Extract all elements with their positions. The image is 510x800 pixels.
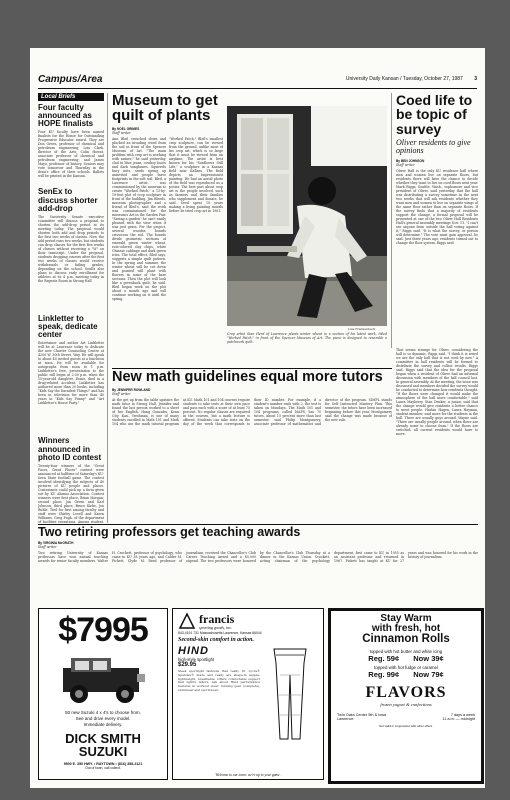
brief-body: Twenty-four winners of the "Great Faces, Great Places" contest were announced at halftime of Saturday's KU-Iowa State football game. The contest involved identifying the subjects of 40 pictures of KU people and places. Contestants could pick up a form given out by KU Alumni Association. Contest winners were first place, Brian Morgan; second place, Jan Green and Karl Johnson; third place, Bruce Kirke, Jon Ruhle. Tied for first among faculty and staff were Shirley Lovell and Karen Williams. Greg Pugh, of the department of facilities operations, Among student, [38,463,104,523]
briefs-kicker: Local Briefs [38,93,104,101]
brief-headline: SenEx to discuss shorter add-drop [38,187,98,213]
flavors-price-row1 [331,654,481,663]
coed-deck: Oliver residents to give opinions [396,137,471,156]
francis-sub: sporting goods, inc. [199,624,233,630]
flavors-footer [337,713,475,721]
math-byline: By JENNIFER ROWLAND [112,387,151,392]
teaching-staff: Staff writer [38,544,57,549]
suzuki-price: $7995 [58,611,148,649]
flavors-hours1: 7 days a week [450,713,475,718]
flavors-brand: FLAVORS [365,684,447,702]
suzuki-brand: SUZUKI [78,743,128,759]
brief-item [38,315,104,433]
newspaper-page [30,48,485,788]
folio-line [346,76,477,82]
museum-body-continued: "Worked Patch," Bleil's smallest crop sculpture, can be viewed from the ground, unlike most of his crop art, which is so large that it must be viewed from an airplane. The artist is best known for his "Sunflower Still Life," a sculpture in a Kansas field near Kallans. The field depicts an Impressionist painting. He had an aerial photo of the field was reproduced as a poster. The best part about crop art is the people involved, such as farmers and their families who supplement and donate, he said. Seed spent 10 years making a living painting murals before he tried crop art in 1981. [169,136,223,213]
teaching-headline: Two retiring professors get teaching awards [38,526,301,539]
flavors-headline2: with fresh, hot [371,623,441,635]
local-briefs-column [38,93,104,523]
hind-price: $29.95 [178,662,197,668]
math-body: At the get up from the table upstairs the math tutor in Strong Hall, Jennifer and found the last person worked to a sheet of her English. Hang Gonzales, Kenn City, Kan., freshman, is one of many students enrolled in Math 101 and Math 104 who use the math tutorial program at KU. Math 101 and 104 courses require students to take tests at their own pace and pass each with a score of at least 75 percent. No regular classes are required in the courses, but a math lecture is offered. Students can take tests on the day of the week that corresponds to their ID number. For example, if a student's number ends with 2, the test is taken on Mondays. The Math 101 and 104 programs, called MAPS, has 70 tutors, about 15 percent more than last semester, said Philip Montgomery, associate professor of mathematics and director of the program. SIMPL stands for Self Instructed Mastery Plan. This semester, the tutors have been increased beginning before this year. Montgomery said the change was made because of the new rule. [112,397,392,426]
flavors-exp: Not valid in conjunction with other offers. [379,724,433,729]
photo-credit: Lisa Frankenbach [348,327,376,331]
now-label: Now [413,654,430,664]
flavors-brand-sub: frozen yogurt & confections [380,702,432,708]
museum-body: Ann Bleil crouched down and plucked an invading weed from the soil in front of the Spencer Museum of Art. "The main problem with crop art is working with nature," he said yesterday, clad in blue jeans, cowboy boots and dark sunglasses. Squirrels bury nuts, seeds spring up uninvited and people leave footprints in the soft soil. Bleil, a Lawrence artist, was commissioned by the museum to create "Worked Patch," a 13-by-19-foot plot of crop sculpture in front of the building. Jim Bleeds, museum photographer and a friend of Bleil's, said the work was commissioned for the museum's Art in the Garden Fair. "Seeing a garden" he can't easily pleased with the view when it was just grass. For the project, several wooden boards crisscross the soil. The boards divide geometric sections of emerald green winter wheat, ruts-colored clay chips, white Chinese cabbage and dark green ivies. The total effect, Bleil says, suggests a simple quilt pattern. In the spring and summer, the winter wheat will be cut down and pointed will plant with flowers in some of the bare sections. Then the plot will look like a greenback quilt, he said. Bleil began work on the plot about a month ago and will continue working on it until the spring. [112,136,166,301]
photo-illustration [227,106,387,326]
teaching-story [38,526,478,606]
suzuki-address: 9500 E. 350 HWY. • RAYTOWN • (816) 358-2121 [63,762,143,767]
photo-caption: Crop artist Stan Herd of Lawrence plants winter wheat in a section of his latest work, titled "Worked Patch," in front of the Spencer Museum of Art. The piece is designed to resemble a patchwork quilt. [227,332,387,344]
divider [112,368,392,369]
reg-label: Reg. [368,670,385,680]
math-staff: Staff writer [112,391,131,396]
suzuki-line3: Immediate delivery. [83,721,123,727]
tights-illustration [260,645,320,743]
flavors-headline3: Cinnamon Rolls [362,633,450,646]
francis-body [173,645,323,743]
divider [38,524,478,525]
suzuki-ad [38,608,168,780]
suzuki-line2: See and drive every model. [75,715,131,721]
coed-body-continued: That seems strange for Oliver, considering the hall is so dynamic, Riggs said. "I think it is weird we are the only hall that is not coed by now." A committee in hall residents will be formed to distribute the survey and collect results, Riggs said. Riggs said that the idea for the proposal began when a resident of Oliver had an informal discussion with members of the hall council last. In general assembly. At the meeting, the issue was discussed and members decided the survey would be conducted to determine how residents thought. "If the floors were changed it would make the atmosphere of the hall more comfortable," said Laura Mayberry. Stan Denker, a junior, said that the change would give residents a better chance to meet people. Harlan Hagen, Laura Hayman, student member, said more for the students in the hall. There are usually guys around. Wayne said. "There are usually people around, when there are already some to choose from." If the floors are switched, all current residents would have to move. [396,348,478,436]
coed-headline: Coed life to be topic of survey [396,93,473,137]
math-headline: New math guidelines equal more tutors [112,370,383,385]
museum-headline: Museum to get quilt of plants [112,93,218,125]
math-story [112,370,392,520]
hind-brand: HIND [178,645,209,657]
hind-product: high-style sportlight [178,657,215,662]
francis-footer: Welcome to our team: we're up to your game. [215,773,281,777]
suzuki-line1: 50 new Suzuki 4 x 4's to choose from. [65,709,141,715]
reg-label: Reg. [368,654,385,664]
coed-body: Oliver Hall is the only KU residence hall where men and women live on separate floors, but residents there will have the chance to decide whether they want to live on coed floors next year. Mark Riggs, Seattle, Wash., sophomore and vice president of Oliver, said yesterday that the hall was distributing a survey sometime in the next two weeks that will ask residents whether they want men and women to live on separate wings of the same floor rather than on separate floors. If the survey finds that a majority of residents support the change, a formal proposal will be presented at one of the two Oliver Hall Residents Hall's general assembly meetings Nov. 11. "I can't see anyone from outside the hall voting against it," Riggs said. "It is what the survey, or person will determine." The vote must gain approval, he said. Just three years ago, residents turned out to change the floor system, Riggs said. [396,168,478,245]
brief-item [38,437,104,523]
flavors-offer1: topped with hot butter and white icing [369,649,443,655]
brief-headline: Linkletter to speak, dedicate center [38,313,98,340]
francis-tagline: Second-skin comfort in action. [178,637,255,643]
museum-byline: By NOEL GRIMES [112,126,140,131]
brief-body: Entertainer and author Art Linkletter will be at Lawrence today to dedicate the new Charter Counseling Center at 4200 W. 30th Street. Way. He will speak to about 40 invited guests at a luncheon at noon. He will be available for autographs from noon to 1 p.m. Linkletter's free, presentation to the public will begin at 2:30 p.m. when the 15-year-old daughter, Diane, died in a drug-related accident. Linkletter has authored more than 20 books, including "Kids Say the Darndest Things!" and has been in television for more than 40 years in "Kids Say Funny" and "Art Linkletter's House Party." [38,341,104,406]
column-rule [107,93,108,523]
francis-copy [173,645,260,743]
flavors-hours [442,713,475,721]
flavors-ad [328,608,484,784]
francis-ad [172,608,324,780]
crop-artist-photo [227,106,387,326]
suzuki-copy [39,710,167,728]
flavors-location: Twin Oaks Center 9th & Iowa Lawrence [337,713,387,722]
folio-text: University Daily Kansan / Tuesday, October 27, 1987 [345,76,463,82]
hind-desc: Sleek sportlight fashions that really fit. Lycra® Spandex® made and really are shape-in supple, lightweight, breathable. Offers comfortable support that lightly tailors. Ask about Hind performance features in workout wear, running gear (complete), swimwear and sportswear. [178,669,260,692]
coed-byline: By BEN JOHNSON [396,158,425,163]
brief-body: The University Senate executive committee will discuss a proposal to shorten the add-drop period at its meeting today. The proposal would shorten both add and drop periods to the first two weeks of classes. Now, the add period runs two weeks, but students can drop classes for the first five weeks of classes without receiving a "W" on their transcript. Under the proposal, students dropping courses after the first two weeks of classes would receive withdrawals or failing grades, depending on the school. SenEx also plans to discuss early enrollment for athletes at its 4 p.m. meeting today in the Regents Room in Strong Hall. [38,214,104,283]
now-price: 79¢ [431,670,444,680]
brief-headline: Four faculty announced as HOPE finalists [38,103,94,129]
suzuki-vehicle-illustration [49,650,157,708]
francis-name: francis [199,611,235,626]
now-price: 39¢ [431,654,444,664]
reg-price: 59¢ [386,654,400,664]
flavors-headline1: Stay Warm [380,613,432,624]
museum-story [112,93,224,353]
tights-icon [260,645,320,743]
flavors-price-row2 [331,670,481,679]
suzuki-dealer: DICK SMITH [65,730,141,746]
page-number: 3 [474,76,477,82]
page-header [38,74,477,89]
teaching-body: Two retiring University of Kansas professors have won annual teaching awards for senior faculty members. Walter H. Crockett, professor of psychology, who came to KU 38 years ago, and Calder M. Pickett, Clyde M. Reed professor of journalism, received the Chancellor's Club Career Teaching Award and a $5,000 stipend. The two professors were honored by the Chancellor's Club Thursday at a dinner in the Kansas Union. Crockett, acting chairman of the psychology department, first came to KU in 1955 as an assistant professor and returned in 1967. Pickett has taught at KU for 27 years and was honored for his work in the history of journalism. [38,550,478,563]
reg-price: 99¢ [386,670,400,680]
suzuki-note: Out of town, call collect. [85,766,121,771]
francis-logo-row [178,612,318,630]
section-title: Campus/Area [38,74,103,85]
coed-staff: Staff writer [396,162,415,167]
now-label: Now [413,670,430,680]
flavors-offer2: topped with hot fudge or caramel [374,665,438,671]
francis-address: 843-4191 731 Massachusetts Lawrence, Kansas 66044 [178,631,262,635]
brief-item [38,104,104,184]
brief-headline: Winners announced in photo ID contest [38,436,102,462]
brief-item [38,188,104,310]
brief-body: Four KU faculty have been named finalists for the Honor for Outstanding Progressive Educator award. They are Don Green, professor of chemical and petroleum engineering; Lois Clark, director of the Arts; Colin Howat, associate professor of chemical and petroleum engineering; and James Mayo, professor of history. Seniors may vote tomorrow and Thursday in the dean's office of their schools. Ballots will be printed in the Kansan. [38,130,104,179]
francis-logo-icon [178,612,196,630]
museum-columns [112,137,224,347]
teaching-byline: By VIRGINIA McGRATH [38,540,74,545]
column-rule [391,93,392,348]
suzuki-jeep-icon [49,650,157,708]
museum-staff: Staff writer [112,130,131,135]
flavors-hours2: 11 a.m. — midnight [442,717,475,722]
